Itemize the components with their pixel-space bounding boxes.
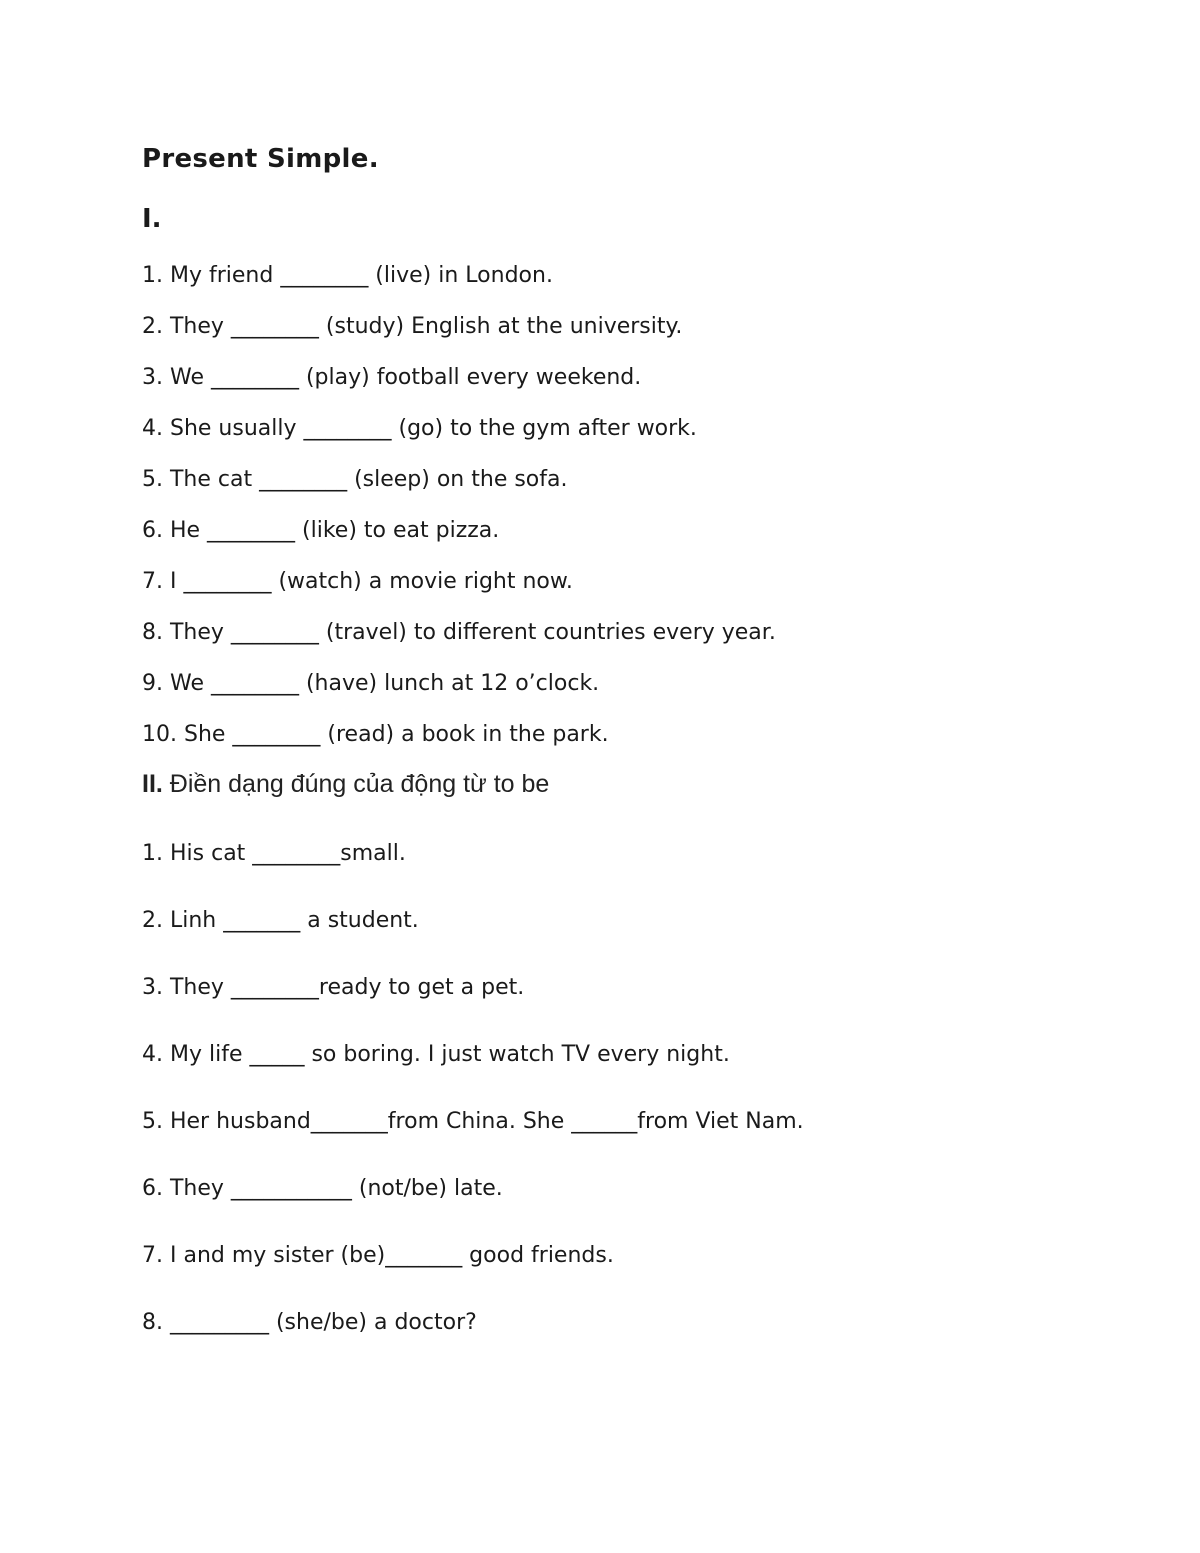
exercise-item: 2. They ________ (study) English at the university. [142,314,683,339]
exercise-item: 8. They ________ (travel) to different countries every year. [142,620,776,645]
section-1-exercise-list [142,260,776,770]
exercise-item: 6. They ___________ (not/be) late. [142,1176,503,1201]
exercise-item: 6. He ________ (like) to eat pizza. [142,518,500,543]
exercise-item: 3. We ________ (play) football every weekend. [142,365,642,390]
exercise-item: 4. She usually ________ (go) to the gym after work. [142,416,697,441]
section-2-exercise-list [142,838,804,1374]
exercise-item: 8. _________ (she/be) a doctor? [142,1310,477,1335]
section-1-heading: I. [142,204,162,234]
exercise-item: 5. Her husband_______from China. She ______from Viet Nam. [142,1109,804,1134]
exercise-item: 7. I ________ (watch) a movie right now. [142,569,573,594]
section-2-heading [142,770,549,799]
exercise-item: 5. The cat ________ (sleep) on the sofa. [142,467,568,492]
exercise-item: 1. My friend ________ (live) in London. [142,263,553,288]
exercise-item: 7. I and my sister (be)_______ good friends. [142,1243,614,1268]
exercise-item: 9. We ________ (have) lunch at 12 o’clock. [142,671,600,696]
exercise-item: 10. She ________ (read) a book in the park. [142,722,609,747]
exercise-item: 1. His cat ________small. [142,841,406,866]
exercise-item: 4. My life _____ so boring. I just watch TV every night. [142,1042,730,1067]
exercise-item: 2. Linh _______ a student. [142,908,419,933]
section-2-instruction: Điền dạng đúng của động từ to be [162,770,550,798]
exercise-item: 3. They ________ready to get a pet. [142,975,525,1000]
section-2-number: II. [142,770,163,798]
document-title: Present Simple. [142,144,379,174]
